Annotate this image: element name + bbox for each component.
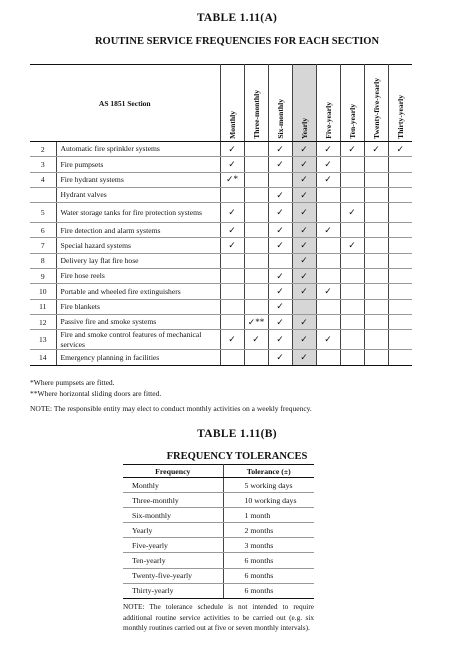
check-mark-icon: ✓ (316, 157, 340, 172)
table-row (30, 299, 412, 314)
col-yearly: Yearly (292, 65, 316, 142)
empty-cell (340, 314, 364, 329)
row-description: Fire blankets (56, 299, 220, 314)
empty-cell (364, 223, 388, 238)
tolerance-cell: 10 working days (223, 493, 314, 508)
row-description: Fire pumpsets (56, 157, 220, 172)
table-b-header-row (123, 465, 314, 478)
table-b-label: TABLE 1.11(B) (197, 428, 277, 440)
empty-cell (364, 203, 388, 223)
empty-cell (388, 187, 412, 202)
check-mark-icon: ✓ (316, 142, 340, 157)
check-mark-icon: ✓ (268, 157, 292, 172)
check-mark-icon: ✓ (220, 223, 244, 238)
empty-cell (388, 203, 412, 223)
check-mark-icon: ✓ (364, 142, 388, 157)
table-a-note: NOTE: The responsible entity may elect to conduct monthly activities on a weekly frequency. (30, 404, 312, 413)
empty-cell (364, 350, 388, 365)
header-frequency: Frequency (123, 465, 223, 478)
empty-cell (388, 238, 412, 253)
row-description: Fire and smoke control features of mechanical services (56, 330, 220, 350)
table-row (123, 568, 314, 583)
empty-cell (364, 299, 388, 314)
empty-cell (388, 172, 412, 187)
table-row (30, 223, 412, 238)
table-row (30, 142, 412, 157)
row-section-number: 4 (30, 172, 56, 187)
check-mark-icon: ✓ (316, 284, 340, 299)
empty-cell (340, 253, 364, 268)
check-mark-icon: ✓ (292, 284, 316, 299)
empty-cell (340, 157, 364, 172)
row-section-number: 2 (30, 142, 56, 157)
check-mark-icon: ✓ (292, 187, 316, 202)
row-description: Fire hose reels (56, 269, 220, 284)
col-ten-yearly: Ten-yearly (340, 65, 364, 142)
col-three-monthly: Three-monthly (244, 65, 268, 142)
check-mark-icon: ✓ (292, 223, 316, 238)
col-thirty-yearly: Thirty-yearly (388, 65, 412, 142)
empty-cell (364, 253, 388, 268)
check-mark-icon: ✓ (220, 142, 244, 157)
check-mark-icon: ✓ (220, 238, 244, 253)
empty-cell (220, 187, 244, 202)
empty-cell (388, 299, 412, 314)
empty-cell (220, 314, 244, 329)
table-row (123, 553, 314, 568)
tolerance-cell: 6 months (223, 553, 314, 568)
empty-cell (340, 223, 364, 238)
empty-cell (340, 330, 364, 350)
table-row (30, 314, 412, 329)
check-mark-icon: ✓ (220, 330, 244, 350)
table-row (123, 523, 314, 538)
check-mark-icon: ✓ (292, 269, 316, 284)
col-five-yearly: Five-yearly (316, 65, 340, 142)
check-mark-icon: ✓ (292, 350, 316, 365)
empty-cell (244, 284, 268, 299)
frequency-cell: Yearly (123, 523, 223, 538)
check-mark-icon: ✓ (268, 299, 292, 314)
empty-cell (244, 238, 268, 253)
row-section-number: 13 (30, 330, 56, 350)
empty-cell (316, 350, 340, 365)
empty-cell (244, 299, 268, 314)
table-row (123, 493, 314, 508)
check-mark-icon: ✓ (388, 142, 412, 157)
table-row (30, 157, 412, 172)
routine-service-frequencies-table (30, 64, 412, 366)
table-row (123, 478, 314, 493)
tolerance-cell: 5 working days (223, 478, 314, 493)
empty-cell (340, 284, 364, 299)
empty-cell (244, 142, 268, 157)
row-section-number: 10 (30, 284, 56, 299)
footnote-pumpsets: *Where pumpsets are fitted. (30, 378, 115, 387)
check-mark-icon: ✓ (316, 172, 340, 187)
empty-cell (316, 187, 340, 202)
empty-cell (388, 253, 412, 268)
empty-cell (364, 330, 388, 350)
tolerance-cell: 1 month (223, 508, 314, 523)
row-description: Emergency planning in facilities (56, 350, 220, 365)
row-section-number: 5 (30, 203, 56, 223)
row-description: Portable and wheeled fire extinguishers (56, 284, 220, 299)
table-row (30, 269, 412, 284)
check-mark-icon: ✓ (268, 284, 292, 299)
check-mark-icon: ✓ (292, 157, 316, 172)
row-section-number (30, 187, 56, 202)
empty-cell (316, 253, 340, 268)
row-section-number: 14 (30, 350, 56, 365)
empty-cell (268, 253, 292, 268)
row-section-number: 6 (30, 223, 56, 238)
tolerance-cell: 6 months (223, 583, 314, 598)
empty-cell (388, 330, 412, 350)
check-mark-icon: ✓ (340, 238, 364, 253)
empty-cell (364, 284, 388, 299)
empty-cell (292, 299, 316, 314)
table-row (30, 203, 412, 223)
empty-cell (364, 269, 388, 284)
check-mark-icon: ✓** (244, 314, 268, 329)
empty-cell (364, 187, 388, 202)
table-row (30, 330, 412, 350)
empty-cell (340, 172, 364, 187)
check-mark-icon: ✓ (268, 223, 292, 238)
empty-cell (220, 253, 244, 268)
row-section-number: 11 (30, 299, 56, 314)
check-mark-icon: ✓ (268, 203, 292, 223)
row-section-number: 7 (30, 238, 56, 253)
row-description: Fire hydrant systems (56, 172, 220, 187)
empty-cell (388, 223, 412, 238)
row-description: Delivery lay flat fire hose (56, 253, 220, 268)
empty-cell (340, 269, 364, 284)
table-row (30, 172, 412, 187)
check-mark-icon: ✓ (268, 314, 292, 329)
table-row (123, 508, 314, 523)
check-mark-icon: ✓ (340, 142, 364, 157)
table-row (30, 238, 412, 253)
empty-cell (220, 350, 244, 365)
tolerance-cell: 6 months (223, 568, 314, 583)
frequency-cell: Twenty-five-yearly (123, 568, 223, 583)
empty-cell (244, 350, 268, 365)
table-row (30, 284, 412, 299)
empty-cell (244, 157, 268, 172)
row-section-number: 12 (30, 314, 56, 329)
row-description: Automatic fire sprinkler systems (56, 142, 220, 157)
frequency-cell: Three-monthly (123, 493, 223, 508)
frequency-cell: Monthly (123, 478, 223, 493)
row-section-number: 8 (30, 253, 56, 268)
row-description: Passive fire and smoke systems (56, 314, 220, 329)
empty-cell (244, 187, 268, 202)
empty-cell (244, 269, 268, 284)
frequency-tolerances-table (123, 464, 314, 599)
row-section-number: 3 (30, 157, 56, 172)
check-mark-icon: ✓ (316, 223, 340, 238)
check-mark-icon: ✓ (292, 203, 316, 223)
check-mark-icon: ✓ (292, 142, 316, 157)
col-six-monthly: Six-monthly (268, 65, 292, 142)
frequency-cell: Five-yearly (123, 538, 223, 553)
empty-cell (364, 314, 388, 329)
empty-cell (220, 269, 244, 284)
check-mark-icon: ✓ (292, 330, 316, 350)
section-header: AS 1851 Section (30, 65, 220, 142)
frequency-cell: Ten-yearly (123, 553, 223, 568)
tolerance-cell: 2 months (223, 523, 314, 538)
table-a-label: TABLE 1.11(A) (196, 12, 278, 24)
row-description: Fire detection and alarm systems (56, 223, 220, 238)
empty-cell (316, 203, 340, 223)
table-a-title: ROUTINE SERVICE FREQUENCIES FOR EACH SECTION (94, 36, 380, 47)
check-mark-icon: ✓ (292, 253, 316, 268)
check-mark-icon: ✓ (268, 238, 292, 253)
empty-cell (244, 253, 268, 268)
empty-cell (388, 350, 412, 365)
table-row (123, 538, 314, 553)
empty-cell (388, 314, 412, 329)
empty-cell (364, 172, 388, 187)
check-mark-icon: ✓ (268, 187, 292, 202)
check-mark-icon: ✓ (292, 238, 316, 253)
empty-cell (364, 238, 388, 253)
check-mark-icon: ✓ (292, 314, 316, 329)
check-mark-icon: ✓ (220, 203, 244, 223)
col-twenty-five-yearly: Twenty-five-yearly (364, 65, 388, 142)
footnote-sliding-doors: **Where horizontal sliding doors are fitted. (30, 389, 162, 398)
table-row (30, 350, 412, 365)
row-description: Special hazard systems (56, 238, 220, 253)
empty-cell (244, 172, 268, 187)
empty-cell (244, 223, 268, 238)
empty-cell (244, 203, 268, 223)
table-b-note: NOTE: The tolerance schedule is not intended to require additional routine service activities to be carried out (e.g. six monthly routines carried out at five or seven monthly intervals). (123, 602, 314, 632)
col-monthly: Monthly (220, 65, 244, 142)
table-b-title: FREQUENCY TOLERANCES (166, 451, 308, 462)
check-mark-icon: ✓ (268, 269, 292, 284)
empty-cell (340, 350, 364, 365)
empty-cell (268, 172, 292, 187)
empty-cell (364, 157, 388, 172)
table-row (123, 583, 314, 598)
check-mark-icon: ✓* (220, 172, 244, 187)
check-mark-icon: ✓ (268, 330, 292, 350)
tolerance-cell: 3 months (223, 538, 314, 553)
empty-cell (316, 314, 340, 329)
empty-cell (340, 187, 364, 202)
empty-cell (316, 238, 340, 253)
empty-cell (220, 284, 244, 299)
check-mark-icon: ✓ (244, 330, 268, 350)
check-mark-icon: ✓ (268, 142, 292, 157)
empty-cell (388, 157, 412, 172)
frequency-cell: Six-monthly (123, 508, 223, 523)
check-mark-icon: ✓ (220, 157, 244, 172)
check-mark-icon: ✓ (316, 330, 340, 350)
table-a-header-row (30, 65, 412, 142)
row-section-number: 9 (30, 269, 56, 284)
table-row (30, 187, 412, 202)
empty-cell (388, 284, 412, 299)
check-mark-icon: ✓ (268, 350, 292, 365)
frequency-cell: Thirty-yearly (123, 583, 223, 598)
header-tolerance: Tolerance (±) (223, 465, 314, 478)
empty-cell (388, 269, 412, 284)
empty-cell (340, 299, 364, 314)
empty-cell (316, 269, 340, 284)
check-mark-icon: ✓ (292, 172, 316, 187)
empty-cell (316, 299, 340, 314)
table-row (30, 253, 412, 268)
check-mark-icon: ✓ (340, 203, 364, 223)
empty-cell (220, 299, 244, 314)
row-description: Hydrant valves (56, 187, 220, 202)
row-description: Water storage tanks for fire protection systems (56, 203, 220, 223)
